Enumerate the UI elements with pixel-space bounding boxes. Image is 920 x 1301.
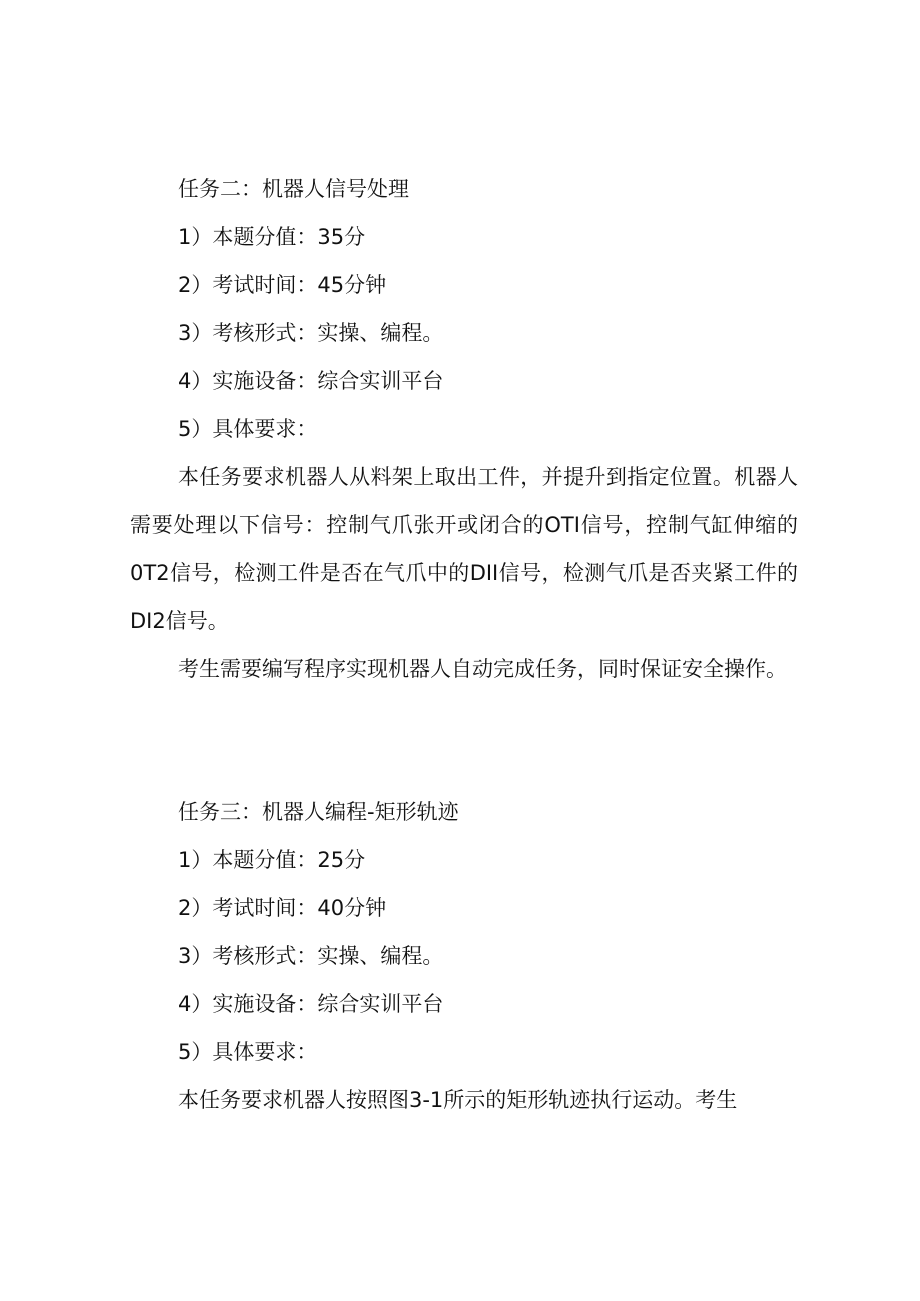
task2-item-time: 2）考试时间：45分钟 (178, 273, 387, 297)
task2-item-equipment: 4）实施设备：综合实训平台 (178, 369, 444, 393)
task3-item-score: 1）本题分值：25分 (178, 848, 366, 872)
task2-title: 任务二：机器人信号处理 (178, 177, 409, 201)
task2-item-form: 3）考核形式：实操、编程。 (178, 321, 444, 345)
task3-title: 任务三：机器人编程-矩形轨迹 (178, 800, 459, 824)
task2-item-requirements: 5）具体要求： (178, 417, 318, 441)
task3-item-form: 3）考核形式：实操、编程。 (178, 944, 444, 968)
task2-paragraph-description: 本任务要求机器人从料架上取出工件，并提升到指定位置。机器人需要处理以下信号：控制气爪张开或闭合的OTI信号，控制气缸伸缩的0T2信号，检测工件是否在气爪中的DII信号，检测气爪是否夹紧工件的DI2信号。 (130, 465, 798, 633)
task2-item-score: 1）本题分值：35分 (178, 225, 366, 249)
task3-item-requirements: 5）具体要求： (178, 1040, 318, 1064)
task2-paragraph-note: 考生需要编写程序实现机器人自动完成任务，同时保证安全操作。 (178, 657, 787, 681)
task3-item-equipment: 4）实施设备：综合实训平台 (178, 992, 444, 1016)
task3-paragraph-description: 本任务要求机器人按照图3-1所示的矩形轨迹执行运动。考生 (178, 1088, 738, 1112)
task3-item-time: 2）考试时间：40分钟 (178, 896, 387, 920)
